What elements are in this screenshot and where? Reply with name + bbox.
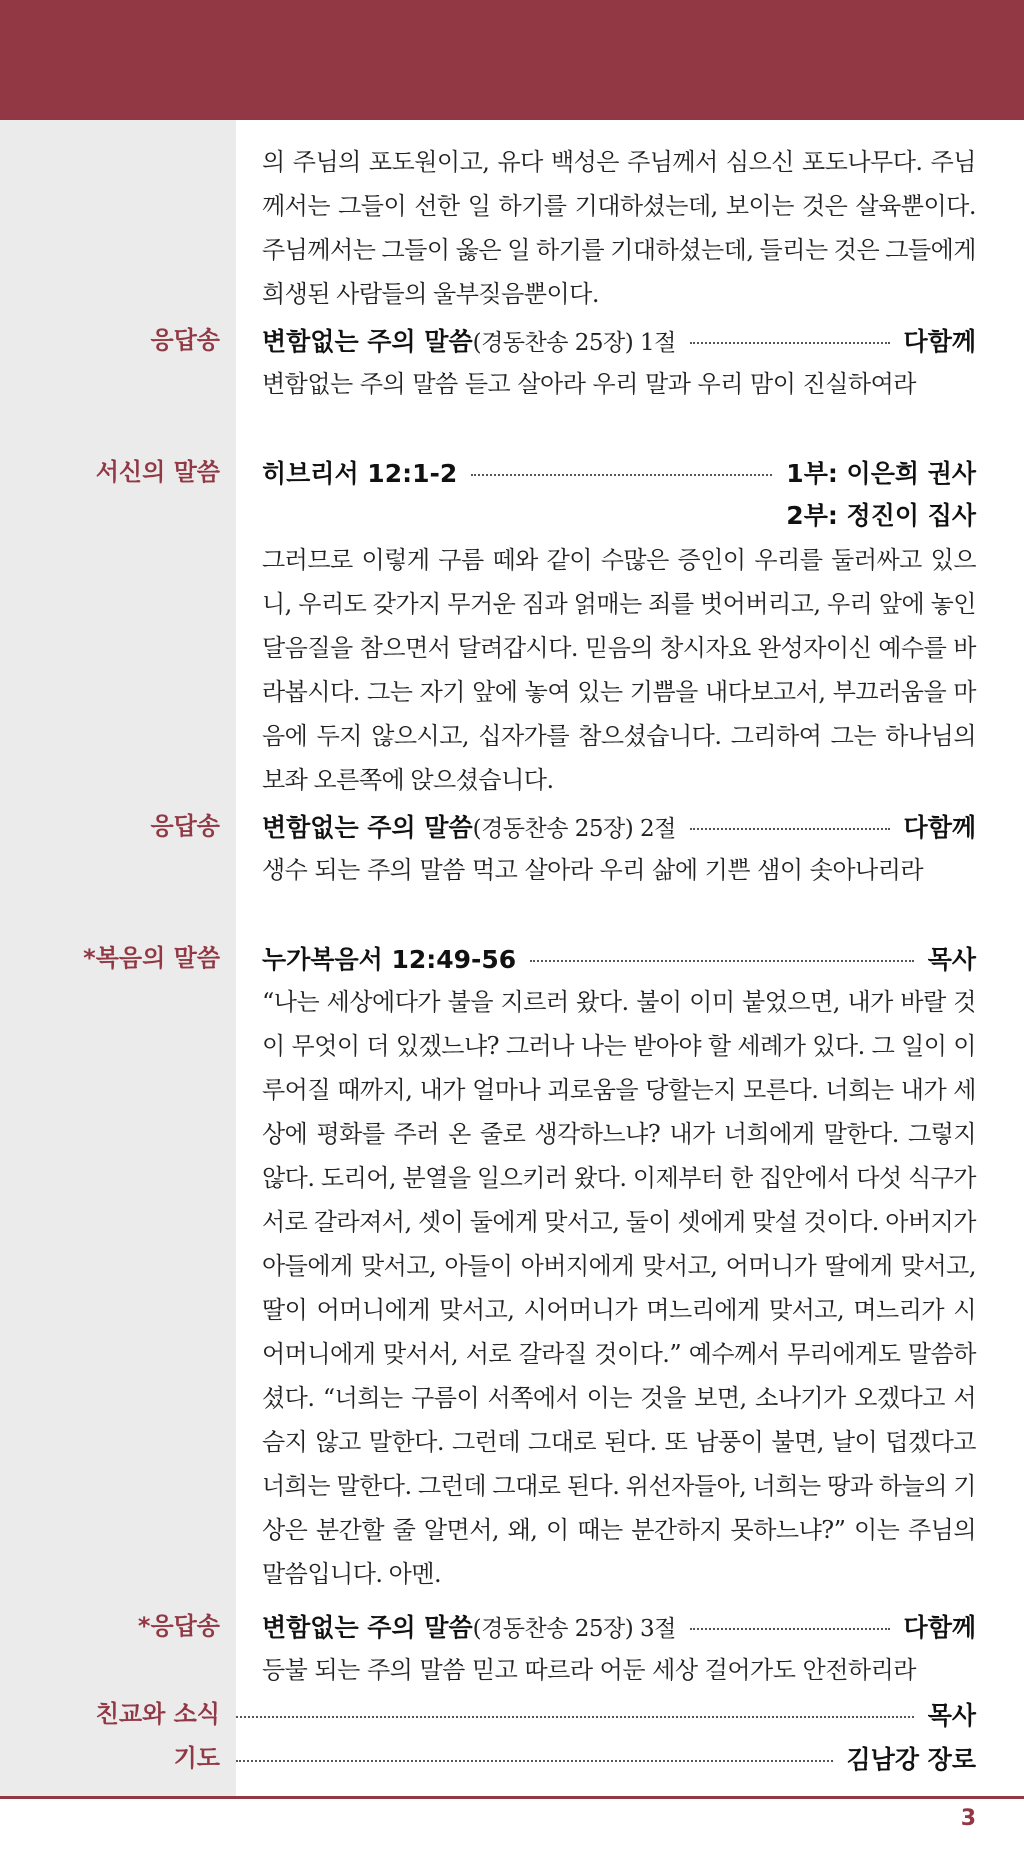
response3-label: *응답송 [137, 1612, 220, 1640]
gospel-section [262, 936, 976, 1596]
hymn-title: 변함없는 주의 말씀 [262, 1613, 473, 1642]
leader-dots [690, 828, 890, 830]
response2-section [262, 804, 976, 892]
prayer-label: 기도 [173, 1744, 220, 1772]
gospel-heading [262, 936, 976, 980]
leader-dots [690, 1628, 890, 1630]
fellowship-label: 친교와 소식 [95, 1700, 220, 1728]
scripture-reference: 히브리서 12:1-2 [262, 459, 458, 488]
performer: 다함께 [903, 1613, 976, 1642]
hymn-number: (경동찬송 25장) 1절 [472, 329, 676, 356]
epistle-text: 그러므로 이렇게 구름 떼와 같이 수많은 증인이 우리를 둘러싸고 있으니, 우리도 갖가지 무거운 짐과 얽매는 죄를 벗어버리고, 우리 앞에 놓인 달음질을 참으면서 달려갑시다. 믿음의 창시자요 완성자이신 예수를 바라봅시다. 그는 자기 앞에 놓여 있는 기쁨을 내다보고서, 부끄러움을 마음에 두지 않으시고, 십자가를 참으셨습니다. 그리하여 그는 하나님의 보좌 오른쪽에 앉으셨습니다. [262, 546, 976, 794]
leader-dots [471, 474, 772, 476]
page-number: 3 [960, 1806, 976, 1831]
intro-text: 의 주님의 포도원이고, 유다 백성은 주님께서 심으신 포도나무다. 주님께서는 그들이 선한 일 하기를 기대하셨는데, 보이는 것은 살육뿐이다. 주님께서는 그들이 옳은 일 하기를 기대하셨는데, 들리는 것은 그들에게 희생된 사람들의 울부짖음뿐이다. [262, 148, 976, 308]
gospel-label: *복음의 말씀 [83, 944, 220, 972]
hymn-number: (경동찬송 25장) 3절 [472, 1615, 676, 1642]
header-band [0, 0, 1024, 120]
reader-2: 2부: 정진이 집사 [786, 501, 976, 530]
epistle-heading [262, 450, 976, 494]
reader: 목사 [927, 945, 976, 974]
response1-label: 응답송 [150, 326, 220, 354]
response2-label: 응답송 [150, 812, 220, 840]
fellowship-leader: 목사 [927, 1701, 976, 1730]
footer-rule [0, 1796, 1024, 1799]
response2-lyrics: 생수 되는 주의 말씀 먹고 살아라 우리 삶에 기쁜 샘이 솟아나리라 [262, 856, 924, 884]
scripture-reference: 누가복음서 12:49-56 [262, 945, 517, 974]
leader-dots [690, 342, 890, 344]
prayer-leader: 김남강 장로 [846, 1745, 976, 1774]
performer: 다함께 [903, 813, 976, 842]
leader-dots [236, 1760, 833, 1762]
hymn-title: 변함없는 주의 말씀 [262, 813, 473, 842]
performer: 다함께 [903, 327, 976, 356]
gospel-text: “나는 세상에다가 불을 지르러 왔다. 불이 이미 붙었으면, 내가 바랄 것이 무엇이 더 있겠느냐? 그러나 나는 받아야 할 세례가 있다. 그 일이 이루어질 때까지, 내가 얼마나 괴로움을 당할는지 모른다. 너희는 내가 세상에 평화를 주러 온 줄로 생각하느냐? 내가 너희에게 말한다. 그렇지 않다. 도리어, 분열을 일으키러 왔다. 이제부터 한 집안에서 다섯 식구가 서로 갈라져서, 셋이 둘에게 맞서고, 둘이 셋에게 맞설 것이다. 아버지가 아들에게 맞서고, 아들이 아버지에게 맞서고, 어머니가 딸에게 맞서고, 딸이 어머니에게 맞서고, 시어머니가 며느리에게 맞서고, 며느리가 시어머니에게 맞서서, 서로 갈라질 것이다.” 예수께서 무리에게도 말씀하셨다. “너희는 구름이 서쪽에서 이는 것을 보면, 소나기가 오겠다고 서슴지 않고 말한다. 그런데 그대로 된다. 또 남풍이 불면, 날이 덥겠다고 너희는 말한다. 그런데 그대로 된다. 위선자들아, 너희는 땅과 하늘의 기상은 분간할 줄 알면서, 왜, 이 때는 분간하지 못하느냐?” 이는 주님의 말씀입니다. 아멘. [262, 988, 976, 1588]
fellowship-line [236, 1692, 976, 1736]
response1-section [262, 318, 976, 406]
response3-heading [262, 1604, 976, 1648]
reader-1: 1부: 이은희 권사 [786, 459, 976, 488]
leader-dots [236, 1716, 914, 1718]
hymn-title: 변함없는 주의 말씀 [262, 327, 473, 356]
epistle-label: 서신의 말씀 [95, 458, 220, 486]
response1-heading [262, 318, 976, 362]
response2-heading [262, 804, 976, 848]
hymn-number: (경동찬송 25장) 2절 [472, 815, 676, 842]
prayer-line [236, 1736, 976, 1780]
response1-lyrics: 변함없는 주의 말씀 듣고 살아라 우리 말과 우리 맘이 진실하여라 [262, 370, 916, 398]
response3-lyrics: 등불 되는 주의 말씀 믿고 따르라 어둔 세상 걸어가도 안전하리라 [262, 1656, 916, 1684]
epistle-section [262, 450, 976, 802]
leader-dots [530, 960, 913, 962]
response3-section [262, 1604, 976, 1692]
